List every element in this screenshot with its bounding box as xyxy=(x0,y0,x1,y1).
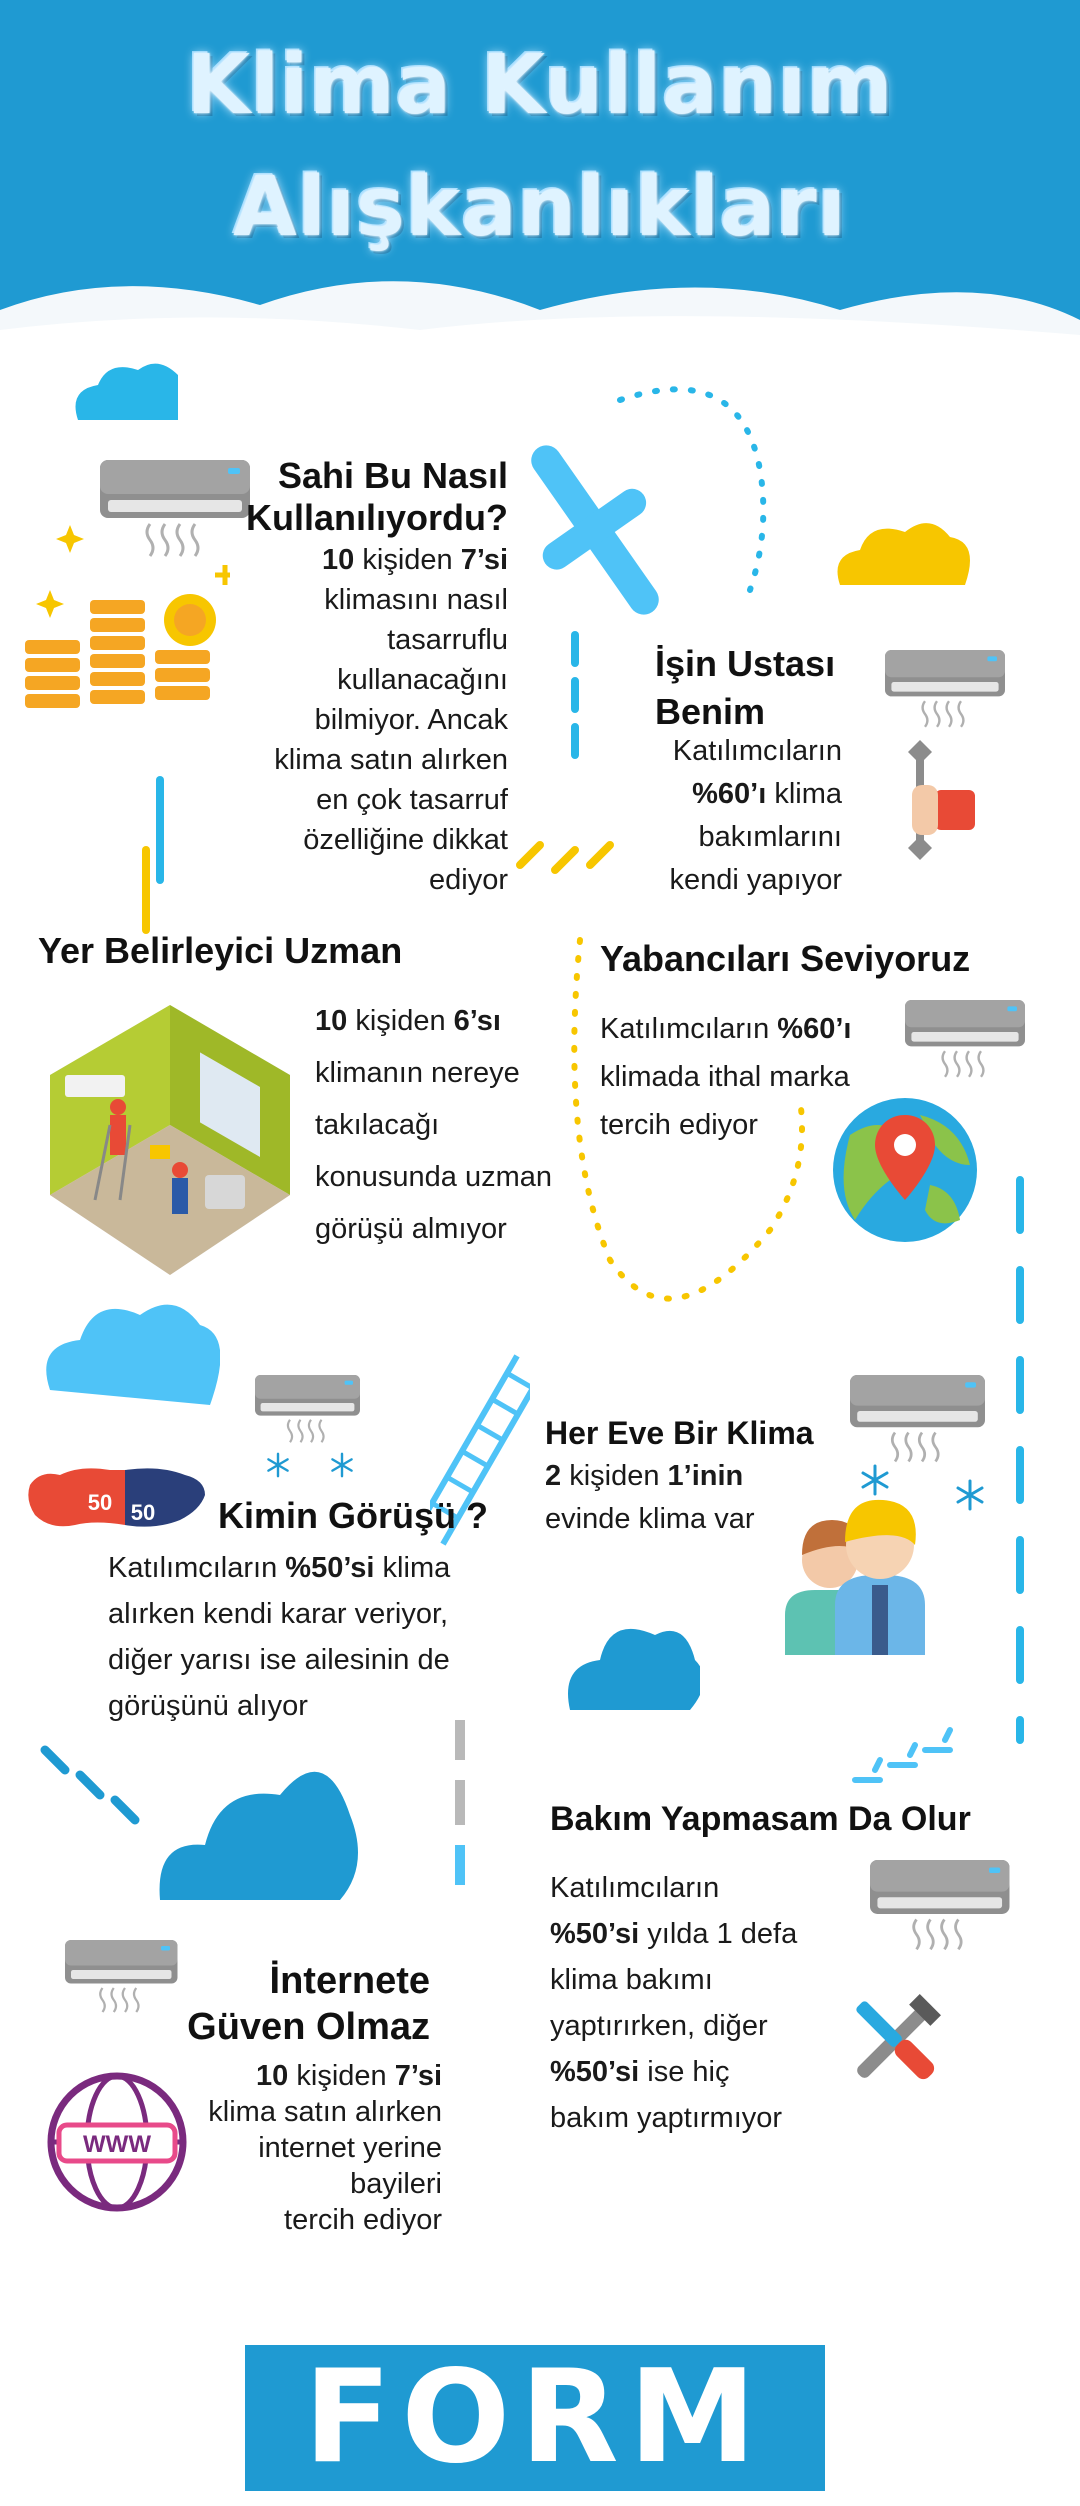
s2-text xyxy=(630,730,842,902)
tools-icon xyxy=(840,1985,950,2095)
snowflake-icon xyxy=(945,1470,995,1520)
dash-line xyxy=(445,1710,475,1890)
cloud-icon xyxy=(560,1610,700,1730)
dash-line xyxy=(560,625,590,775)
s3-line2: klimanın nereye xyxy=(315,1057,520,1089)
s6-line2: alırken kendi karar veriyor, xyxy=(108,1598,449,1630)
s1-title xyxy=(240,455,508,539)
cloud-icon xyxy=(40,1290,220,1410)
s1-line5: bilmiyor. Ancak xyxy=(314,704,508,736)
www-label: WWW xyxy=(83,2131,151,2158)
installer-room-icon xyxy=(40,995,300,1285)
s7-text xyxy=(550,1865,840,2141)
page-title-line1: Klima Kullanım xyxy=(186,38,894,133)
s7-bold2: %50’si xyxy=(550,2056,640,2088)
s7-text1: yılda 1 defa xyxy=(639,1918,798,1950)
s6-bold1: %50’si xyxy=(285,1552,375,1584)
s8-mid1: kişiden xyxy=(288,2060,395,2092)
s1-num1: 10 xyxy=(322,544,355,576)
s7-bold1: %50’si xyxy=(550,1918,640,1950)
s1-line6: klima satın alırken xyxy=(274,744,508,776)
s2-line2 xyxy=(630,773,842,816)
s5-num1: 2 xyxy=(545,1460,562,1492)
s3-mid1: kişiden xyxy=(347,1005,454,1037)
s5-title: Her Eve Bir Klima xyxy=(545,1415,814,1451)
s1-line3: tasarruflu xyxy=(387,624,508,656)
s8-title xyxy=(150,1958,430,2050)
s4-line1 xyxy=(600,1005,910,1053)
s6-line1-b: klima xyxy=(374,1552,451,1584)
s3-num2: 6’sı xyxy=(453,1005,501,1037)
chevron-doodle xyxy=(845,1715,965,1795)
s2-text1: klima xyxy=(766,778,842,810)
s8-line3: internet yerine xyxy=(258,2132,442,2164)
s7-line6: bakım yaptırmıyor xyxy=(550,2102,783,2134)
s2-line1: Katılımcıların xyxy=(672,735,842,767)
cloud-icon xyxy=(830,515,970,605)
s3-line5: görüşü almıyor xyxy=(315,1213,507,1245)
air-conditioner-icon xyxy=(255,1375,365,1455)
chevron-doodle xyxy=(510,825,630,905)
turkey-map-icon xyxy=(25,1465,210,1530)
snowflake-icon xyxy=(322,1445,362,1485)
s7-line1: Katılımcıların xyxy=(550,1872,720,1904)
s2-title-line2: Benim xyxy=(655,691,766,732)
s2-bold1: %60’ı xyxy=(692,778,767,810)
s2-title-line1: İşin Ustası xyxy=(655,643,836,684)
s3-text xyxy=(315,995,575,1255)
s1-line4: kullanacağını xyxy=(337,664,508,696)
s7-line2 xyxy=(550,1911,840,1957)
s7-line3: klima bakımı xyxy=(550,1964,713,1996)
s7-line5 xyxy=(550,2049,840,2095)
s8-line5: tercih ediyor xyxy=(284,2204,442,2236)
cloud-icon xyxy=(68,360,178,440)
s5-line2: evinde klima var xyxy=(545,1503,755,1535)
cloud-icon xyxy=(150,1755,360,1915)
page-title-line2: Alışkanlıkları xyxy=(233,160,847,255)
s1-title-line1: Sahi Bu Nasıl xyxy=(277,455,508,496)
s8-line4: bayileri xyxy=(350,2168,442,2200)
s8-text xyxy=(180,2058,442,2238)
s8-line1 xyxy=(180,2058,442,2094)
s8-num1: 10 xyxy=(256,2060,289,2092)
s6-line1 xyxy=(108,1545,528,1591)
s1-line8: özelliğine dikkat xyxy=(303,824,508,856)
s1-mid1: kişiden xyxy=(354,544,461,576)
s5-mid1: kişiden xyxy=(561,1460,668,1492)
s4-bold1: %60’ı xyxy=(777,1013,852,1045)
family-icon xyxy=(775,1490,935,1655)
s2-line4: kendi yapıyor xyxy=(669,864,842,896)
s8-num2: 7’si xyxy=(394,2060,442,2092)
coins-icon xyxy=(20,520,230,720)
s6-line3: diğer yarısı ise ailesinin de xyxy=(108,1644,450,1676)
s8-title-line1: İnternete xyxy=(269,1960,430,2002)
s4-title: Yabancıları Seviyoruz xyxy=(600,938,971,979)
s1-text xyxy=(240,540,508,900)
s8-title-line2: Güven Olmaz xyxy=(187,2006,430,2048)
s6-line1-a: Katılımcıların xyxy=(108,1552,286,1584)
s3-num1: 10 xyxy=(315,1005,348,1037)
www-globe-icon xyxy=(45,2070,190,2215)
s6-title: Kimin Görüşü ? xyxy=(218,1495,488,1536)
s2-line3: bakımlarını xyxy=(698,821,842,853)
s3-line4: konusunda uzman xyxy=(315,1161,552,1193)
snow-hills xyxy=(0,270,1080,345)
air-conditioner-icon xyxy=(870,1860,1030,1970)
s1-title-line2: Kullanılıyordu? xyxy=(245,497,508,538)
s4-line2: klimada ithal marka xyxy=(600,1061,850,1093)
s4-line3: tercih ediyor xyxy=(600,1109,758,1141)
s6-text xyxy=(108,1545,528,1729)
form-logo xyxy=(245,2345,825,2491)
s8-line2: klima satın alırken xyxy=(208,2096,442,2128)
s2-title xyxy=(655,640,875,736)
s1-line9: ediyor xyxy=(429,864,508,896)
s1-num2: 7’si xyxy=(460,544,508,576)
s3-line3: takılacağı xyxy=(315,1109,440,1141)
s7-text2: ise hiç xyxy=(639,2056,730,2088)
s3-line1 xyxy=(315,995,575,1047)
dash-line xyxy=(140,770,180,940)
form-logo-text: FORM xyxy=(303,2343,767,2492)
s6-line4: görüşünü alıyor xyxy=(108,1690,308,1722)
s1-line7: en çok tasarruf xyxy=(316,784,508,816)
s3-title: Yer Belirleyici Uzman xyxy=(38,930,403,971)
header-banner xyxy=(0,0,1080,345)
airplane-icon xyxy=(525,430,665,630)
s7-title: Bakım Yapmasam Da Olur xyxy=(550,1800,971,1838)
s5-num2: 1’inin xyxy=(667,1460,744,1492)
wrench-hand-icon xyxy=(880,740,980,880)
air-conditioner-icon xyxy=(905,1000,1065,1110)
s7-line4: yaptırırken, diğer xyxy=(550,2010,768,2042)
s1-line1 xyxy=(240,540,508,580)
s1-line2: klimasını nasıl xyxy=(324,584,508,616)
map-right-label: 50 xyxy=(130,1500,156,1525)
snowflake-icon xyxy=(258,1445,298,1485)
s4-line1-text: Katılımcıların xyxy=(600,1013,778,1045)
globe-pin-icon xyxy=(830,1095,980,1245)
map-left-label: 50 xyxy=(87,1490,113,1515)
